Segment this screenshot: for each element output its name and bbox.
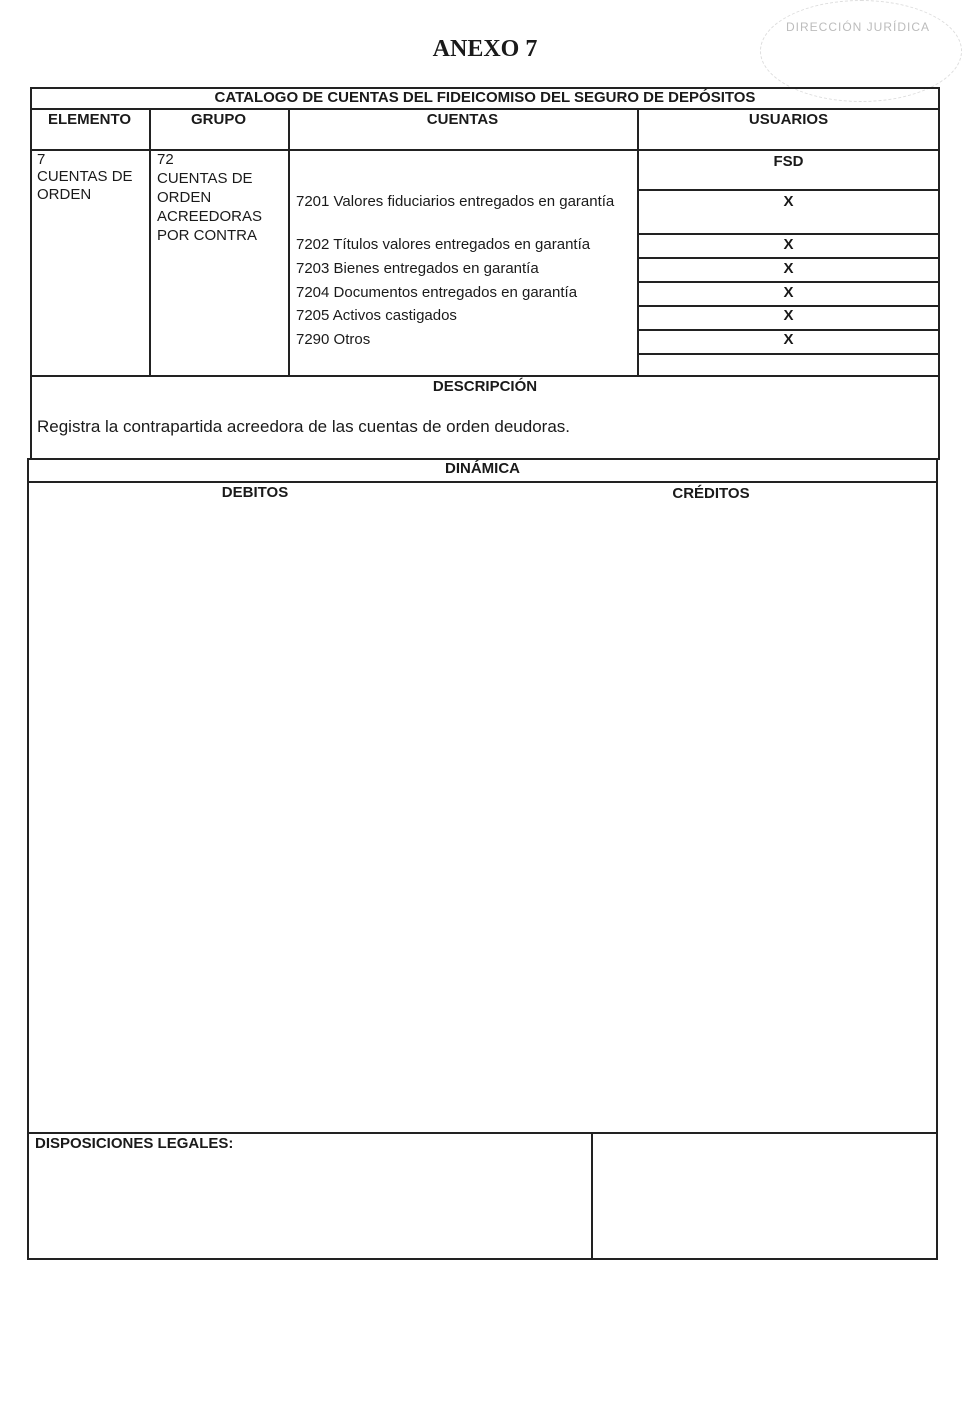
dinamica-header: DINÁMICA: [445, 460, 520, 477]
elemento-name: CUENTAS DE ORDEN: [37, 168, 133, 203]
elemento-code: 7: [37, 151, 46, 168]
page-title: ANEXO 7: [432, 36, 538, 62]
usuario-mark: X: [783, 307, 794, 324]
catalog-header: CATALOGO DE CUENTAS DEL FIDEICOMISO DEL SEGURO DE DEPÓSITOS: [214, 89, 756, 106]
debitos-header: DEBITOS: [221, 484, 289, 501]
usuario-mark: X: [783, 284, 794, 301]
cuenta-item: 7204 Documentos entregados en garantía: [296, 284, 578, 301]
stamp-text: DIRECCIÓN JURÍDICA: [785, 20, 930, 34]
column-header-usuarios: USUARIOS: [748, 111, 829, 128]
grupo-code: 72: [157, 151, 174, 168]
cuenta-item: 7290 Otros: [296, 331, 371, 348]
descripcion-header: DESCRIPCIÓN: [432, 378, 538, 395]
grupo-name-line: ACREEDORAS: [157, 208, 263, 225]
creditos-header: CRÉDITOS: [672, 485, 750, 502]
cuenta-item: 7205 Activos castigados: [296, 307, 457, 324]
column-header-cuentas: CUENTAS: [426, 111, 499, 128]
usuario-mark: X: [783, 193, 794, 210]
grupo-name-line: CUENTAS DE: [157, 170, 253, 187]
grupo-name-line: ORDEN: [157, 189, 212, 206]
cuenta-item: 7203 Bienes entregados en garantía: [296, 260, 539, 277]
grupo-name-line: POR CONTRA: [157, 227, 258, 244]
descripcion-text: Registra la contrapartida acreedora de las cuentas de orden deudoras.: [37, 417, 571, 436]
usuario-mark: X: [783, 260, 794, 277]
cuenta-item: 7202 Títulos valores entregados en garantía: [296, 236, 591, 253]
cuenta-item: 7201 Valores fiduciarios entregados en garantía: [296, 193, 615, 210]
usuario-mark: X: [783, 236, 794, 253]
disposiciones-header: DISPOSICIONES LEGALES:: [35, 1135, 234, 1152]
usuario-fsd: FSD: [773, 153, 804, 170]
column-header-grupo: GRUPO: [190, 111, 246, 128]
usuario-mark: X: [783, 331, 794, 348]
column-header-elemento: ELEMENTO: [47, 111, 132, 128]
